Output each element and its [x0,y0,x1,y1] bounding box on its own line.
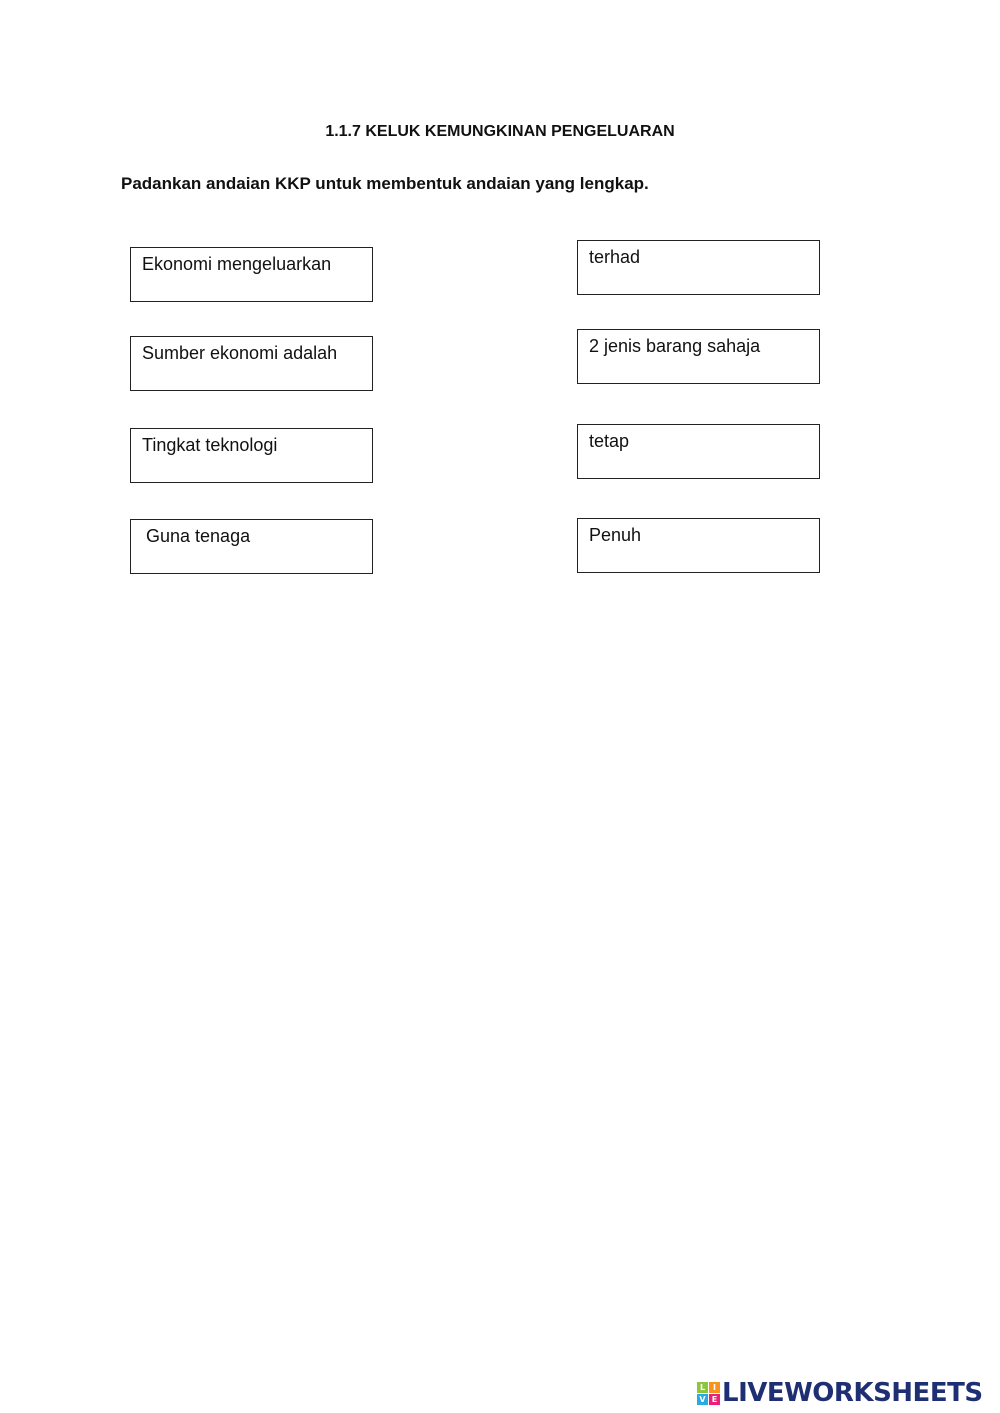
right-match-label: 2 jenis barang sahaja [589,336,761,356]
right-match-label: terhad [589,247,641,267]
instruction-text: Padankan andaian KKP untuk membentuk andaian yang lengkap. [121,174,649,193]
right-match-box-3[interactable] [577,424,820,479]
logo-letter: V [697,1394,708,1405]
left-match-box-3[interactable] [130,428,373,483]
right-match-box-1[interactable] [577,240,820,295]
logo-icon [697,1382,720,1405]
right-match-box-2[interactable] [577,329,820,384]
logo-letter: L [697,1382,708,1393]
left-match-label: Sumber ekonomi adalah [142,343,338,363]
logo-wordmark: LIVEWORKSHEETS [722,1378,983,1408]
worksheet-title: 1.1.7 KELUK KEMUNGKINAN PENGELUARAN [325,123,675,140]
left-match-label: Tingkat teknologi [142,435,278,455]
left-match-label: Ekonomi mengeluarkan [142,254,332,274]
liveworksheets-logo [697,1375,983,1411]
left-match-label: Guna tenaga [146,526,251,546]
left-match-box-1[interactable] [130,247,373,302]
right-match-label: Penuh [589,525,642,545]
right-match-label: tetap [589,431,630,451]
left-match-box-4[interactable] [130,519,373,574]
right-match-box-4[interactable] [577,518,820,573]
logo-letter: I [709,1382,720,1393]
logo-letter: E [709,1394,720,1405]
left-match-box-2[interactable] [130,336,373,391]
